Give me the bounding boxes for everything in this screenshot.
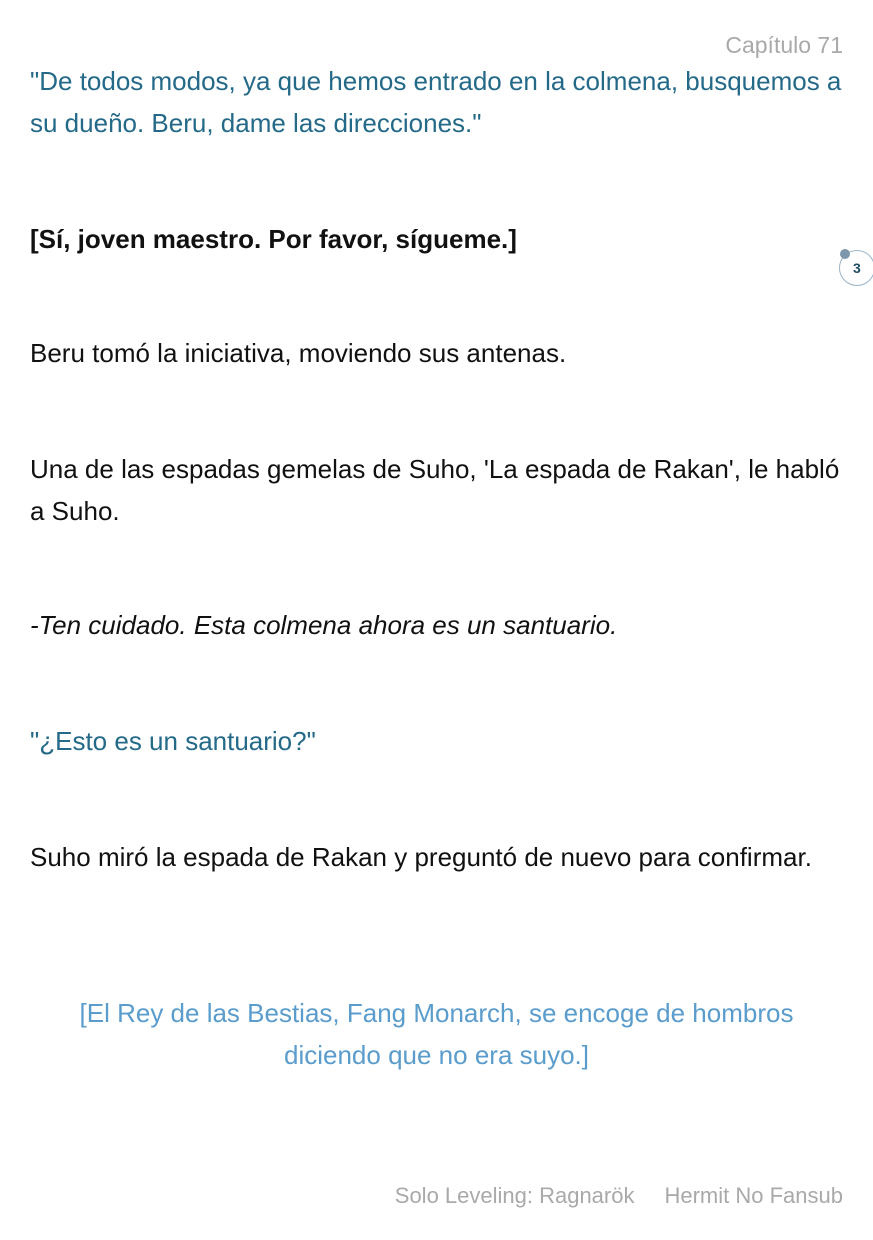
narration-paragraph: Beru tomó la iniciativa, moviendo sus antenas.: [30, 338, 567, 368]
footer: [395, 1181, 843, 1211]
bookmark-dot-icon: [840, 249, 850, 259]
chapter-title: Capítulo 71: [725, 32, 843, 58]
system-message-paragraph: [Sí, joven maestro. Por favor, sígueme.]: [30, 224, 517, 254]
footer-book-title: Solo Leveling: Ragnarök: [394, 1183, 635, 1208]
footer-translator: Hermit No Fansub: [664, 1183, 843, 1208]
telepathic-speech-paragraph: -Ten cuidado. Esta colmena ahora es un santuario.: [30, 610, 618, 640]
narration-paragraph: Suho miró la espada de Rakan y preguntó de nuevo para confirmar.: [30, 842, 812, 872]
notice-paragraph: [El Rey de las Bestias, Fang Monarch, se encoge de hombros diciendo que no era suyo.]: [79, 998, 794, 1070]
narration-paragraph: Una de las espadas gemelas de Suho, 'La espada de Rakan', le habló a Suho.: [30, 454, 840, 526]
dialogue-paragraph: "¿Esto es un santuario?": [30, 726, 316, 756]
dialogue-paragraph: "De todos modos, ya que hemos entrado en la colmena, busquemos a su dueño. Beru, dame las direcciones.": [30, 66, 842, 138]
page-number: 3: [853, 260, 861, 276]
